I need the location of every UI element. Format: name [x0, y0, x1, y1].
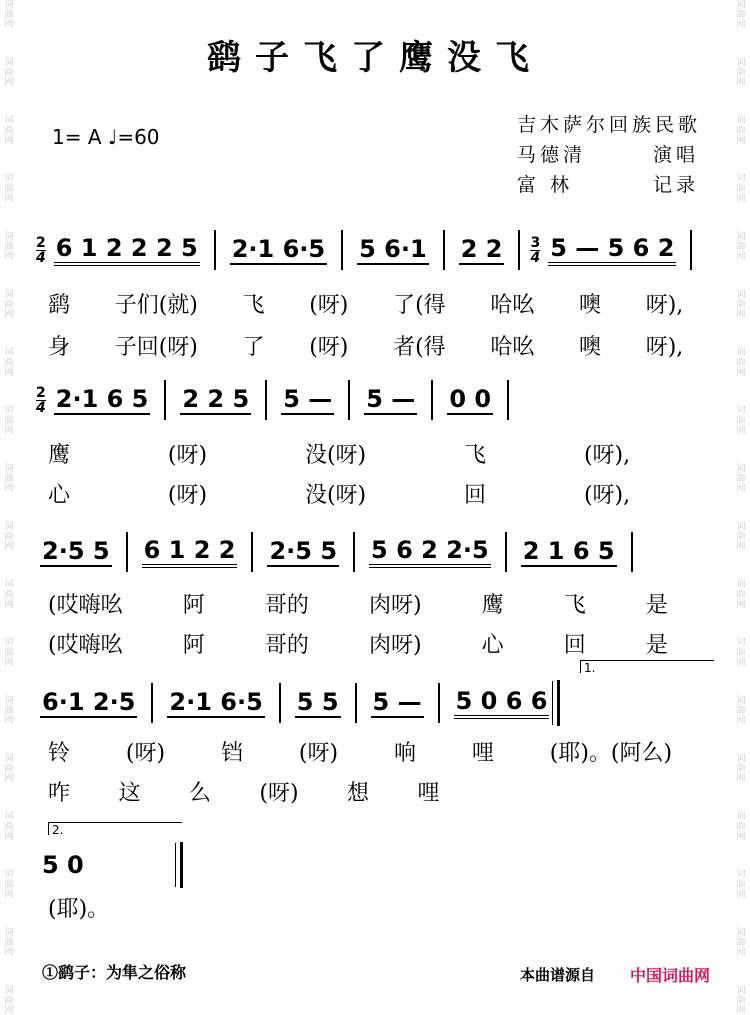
volta-bracket-1: 1. — [580, 660, 714, 673]
watermark-glyph: 词 — [736, 522, 746, 532]
watermark-glyph: 曲 — [736, 242, 746, 252]
watermark-glyph: 网 — [4, 542, 14, 552]
watermark-glyph: 网 — [4, 1006, 14, 1015]
credit-transcriber — [517, 168, 713, 198]
watermark-glyph: 网 — [4, 368, 14, 378]
credit-name: 富 林 — [517, 173, 574, 196]
watermark-glyph: 网 — [736, 252, 746, 262]
watermark-glyph: 曲 — [4, 358, 14, 368]
lyric-line: (耶)。 — [48, 897, 110, 922]
watermark-glyph: 网 — [736, 832, 746, 842]
barline — [341, 230, 343, 270]
watermark-glyph: 曲 — [4, 822, 14, 832]
watermark-glyph: 网 — [736, 484, 746, 494]
barline — [431, 380, 433, 420]
measure: 5 — — [283, 385, 333, 413]
watermark-glyph: 词 — [736, 406, 746, 416]
watermark-glyph: 词 — [736, 986, 746, 996]
watermark-glyph: 网 — [736, 194, 746, 204]
barline — [279, 683, 281, 723]
watermark-glyph: 词 — [4, 638, 14, 648]
measure: 2 2 — [460, 235, 503, 263]
measure: 6 1 2 2 — [142, 536, 238, 568]
watermark-glyph: 曲 — [4, 764, 14, 774]
watermark-glyph: 曲 — [736, 996, 746, 1006]
watermark-glyph: 网 — [4, 716, 14, 726]
watermark-glyph: 曲 — [736, 10, 746, 20]
measure: 0 0 — [449, 385, 492, 413]
lyric-line: 咋 这 么 (呀) 想 哩 — [48, 781, 440, 806]
watermark-glyph: 曲 — [736, 590, 746, 600]
barline — [505, 532, 507, 572]
watermark-glyph: 词 — [4, 0, 14, 10]
watermark-glyph: 词 — [736, 116, 746, 126]
watermark-glyph: 词 — [736, 580, 746, 590]
watermark-glyph: 曲 — [4, 10, 14, 20]
measure: 2 2 5 — [182, 385, 250, 413]
watermark-glyph: 词 — [4, 754, 14, 764]
watermark-glyph: 网 — [4, 484, 14, 494]
watermark-glyph: 曲 — [736, 184, 746, 194]
watermark-glyph: 网 — [4, 426, 14, 436]
barline — [631, 532, 633, 572]
watermark-glyph: 词 — [736, 290, 746, 300]
measure: 2·1 6·5 — [169, 688, 263, 716]
watermark-glyph: 曲 — [736, 532, 746, 542]
barline — [164, 380, 166, 420]
notation-row — [36, 680, 726, 726]
watermark-glyph: 网 — [4, 890, 14, 900]
watermark-glyph: 网 — [4, 194, 14, 204]
barline — [265, 380, 267, 420]
watermark-glyph: 网 — [4, 78, 14, 88]
watermark-glyph: 词 — [4, 116, 14, 126]
watermark-glyph: 曲 — [736, 764, 746, 774]
watermark-glyph: 词 — [4, 232, 14, 242]
watermark-glyph: 曲 — [4, 416, 14, 426]
watermark-glyph: 曲 — [4, 184, 14, 194]
watermark-glyph: 词 — [4, 290, 14, 300]
watermark-glyph: 网 — [736, 890, 746, 900]
watermark-glyph: 词 — [4, 812, 14, 822]
watermark-glyph: 曲 — [4, 242, 14, 252]
measure: 5 5 — [296, 688, 339, 716]
credit-origin — [517, 108, 713, 138]
final-barline — [180, 842, 183, 888]
watermark-glyph: 词 — [4, 928, 14, 938]
watermark-glyph: 曲 — [736, 648, 746, 658]
measure: 2·5 5 — [269, 537, 338, 565]
time-signature: 2 4 — [36, 234, 46, 266]
watermark-glyph: 网 — [736, 600, 746, 610]
measure: 2 1 6 5 — [522, 537, 615, 565]
lyric-line: 铃 (呀) 铛 (呀) 响 哩 (耶)。(阿么) — [48, 741, 673, 766]
watermark-glyph: 网 — [736, 716, 746, 726]
watermark-glyph: 网 — [736, 136, 746, 146]
watermark-glyph: 词 — [736, 696, 746, 706]
watermark-glyph: 词 — [736, 348, 746, 358]
watermark-glyph: 曲 — [736, 822, 746, 832]
lyric-line: 心 (呀) 没(呀) 回 (呀), — [48, 483, 631, 508]
barline — [126, 532, 128, 572]
notation-row — [36, 842, 236, 888]
lyric-line: 鹰 (呀) 没(呀) 飞 (呀), — [48, 443, 631, 468]
watermark-glyph: 网 — [736, 426, 746, 436]
watermark-glyph: 词 — [4, 522, 14, 532]
watermark-glyph: 曲 — [736, 300, 746, 310]
barline — [443, 230, 445, 270]
watermark-glyph: 曲 — [736, 68, 746, 78]
barline — [518, 230, 520, 270]
watermark-left — [2, 0, 16, 1015]
watermark-glyph: 曲 — [736, 880, 746, 890]
watermark-glyph: 网 — [4, 774, 14, 784]
watermark-glyph: 网 — [736, 658, 746, 668]
watermark-glyph: 曲 — [4, 648, 14, 658]
watermark-glyph: 曲 — [736, 126, 746, 136]
watermark-glyph: 曲 — [4, 880, 14, 890]
time-signature: 3 4 — [530, 234, 541, 266]
watermark-glyph: 词 — [736, 754, 746, 764]
watermark-glyph: 词 — [736, 812, 746, 822]
watermark-glyph: 词 — [4, 174, 14, 184]
watermark-glyph: 曲 — [4, 706, 14, 716]
watermark-glyph: 曲 — [4, 532, 14, 542]
watermark-glyph: 网 — [4, 658, 14, 668]
watermark-glyph: 网 — [4, 252, 14, 262]
credit-name: 马德清 — [517, 143, 587, 166]
barline — [251, 532, 253, 572]
song-title: 鹞子飞了鹰没飞 — [207, 38, 543, 78]
measure: 5 — — [366, 385, 416, 413]
watermark-glyph: 词 — [4, 464, 14, 474]
watermark-glyph: 词 — [736, 0, 746, 10]
barline — [151, 683, 153, 723]
credit-role: 演唱 — [652, 143, 699, 166]
watermark-glyph: 曲 — [4, 300, 14, 310]
watermark-glyph: 词 — [736, 174, 746, 184]
watermark-glyph: 曲 — [4, 68, 14, 78]
measure: 2·1 6·5 — [231, 235, 326, 263]
lyric-line: 身 子回(呀) 了 (呀) 者(得 哈吆 噢 呀), — [48, 335, 684, 360]
watermark-glyph: 网 — [4, 948, 14, 958]
watermark-glyph: 词 — [4, 870, 14, 880]
barline — [348, 380, 350, 420]
watermark-glyph: 网 — [736, 78, 746, 88]
watermark-glyph: 曲 — [736, 938, 746, 948]
watermark-glyph: 曲 — [4, 938, 14, 948]
key-tempo: 1= A ♩=60 — [52, 125, 160, 149]
source-label: 本曲谱源自 — [520, 966, 596, 984]
watermark-glyph: 网 — [736, 1006, 746, 1015]
barline — [353, 532, 355, 572]
measure: 2·5 5 — [42, 537, 110, 565]
lyric-line: (哎嗨吆 阿 哥的 肉呀) 鹰 飞 是 — [48, 593, 668, 618]
measure: 6 1 2 2 2 5 — [54, 234, 200, 266]
watermark-glyph: 网 — [4, 20, 14, 30]
watermark-glyph: 曲 — [736, 358, 746, 368]
watermark-glyph: 曲 — [4, 126, 14, 136]
barline — [355, 683, 357, 723]
measure: 5 0 — [42, 851, 84, 879]
barline — [507, 380, 509, 420]
measure: 5 0 6 6 — [454, 687, 550, 719]
watermark-glyph: 词 — [4, 986, 14, 996]
watermark-glyph: 网 — [4, 136, 14, 146]
watermark-glyph: 网 — [736, 774, 746, 784]
credit-name: 吉木萨尔回族民歌 — [517, 113, 702, 136]
watermark-glyph: 曲 — [4, 474, 14, 484]
watermark-glyph: 曲 — [736, 474, 746, 484]
watermark-glyph: 词 — [4, 580, 14, 590]
lyric-line: (哎嗨吆 阿 哥的 肉呀) 心 回 是 — [48, 633, 668, 658]
watermark-glyph: 曲 — [736, 416, 746, 426]
watermark-glyph: 词 — [736, 232, 746, 242]
watermark-glyph: 曲 — [736, 706, 746, 716]
watermark-glyph: 网 — [736, 542, 746, 552]
watermark-glyph: 网 — [736, 20, 746, 30]
credits — [517, 108, 713, 198]
repeat-barline — [557, 680, 560, 726]
watermark-glyph: 网 — [4, 310, 14, 320]
watermark-glyph: 词 — [736, 638, 746, 648]
brand-link[interactable]: 中国词曲网 — [630, 966, 711, 985]
measure: 2·1 6 5 — [55, 385, 149, 413]
watermark-glyph: 网 — [736, 310, 746, 320]
watermark-glyph: 曲 — [4, 996, 14, 1006]
measure: 5 6·1 — [359, 235, 427, 263]
watermark-glyph: 词 — [4, 406, 14, 416]
watermark-glyph: 词 — [4, 348, 14, 358]
measure: 6·1 2·5 — [42, 688, 136, 716]
credit-role: 记录 — [652, 173, 699, 196]
time-signature: 2 4 — [36, 384, 46, 416]
watermark-glyph: 网 — [736, 368, 746, 378]
barline — [438, 683, 440, 723]
barline — [690, 230, 692, 270]
watermark-glyph: 词 — [736, 870, 746, 880]
notation-row — [36, 380, 726, 420]
watermark-glyph: 网 — [736, 948, 746, 958]
watermark-glyph: 词 — [4, 696, 14, 706]
notation-row — [36, 532, 726, 572]
watermark-glyph: 词 — [4, 58, 14, 68]
lyric-line: 鹞 子们(就) 飞 (呀) 了(得 哈吆 噢 呀), — [48, 293, 684, 318]
watermark-glyph: 网 — [4, 832, 14, 842]
watermark-glyph: 词 — [736, 464, 746, 474]
notation-row — [36, 230, 726, 270]
credit-singer — [517, 138, 713, 168]
measure: 5 — — [372, 688, 422, 716]
footnote: ①鹞子：为隼之俗称 — [42, 963, 187, 982]
watermark-right — [734, 0, 748, 1015]
watermark-glyph: 词 — [736, 58, 746, 68]
watermark-glyph: 曲 — [4, 590, 14, 600]
measure: 5 6 2 2·5 — [369, 536, 491, 568]
volta-bracket-2: 2. — [48, 822, 182, 835]
measure: 5 — 5 6 2 — [548, 234, 676, 266]
watermark-glyph: 词 — [736, 928, 746, 938]
barline — [214, 230, 216, 270]
watermark-glyph: 网 — [4, 600, 14, 610]
